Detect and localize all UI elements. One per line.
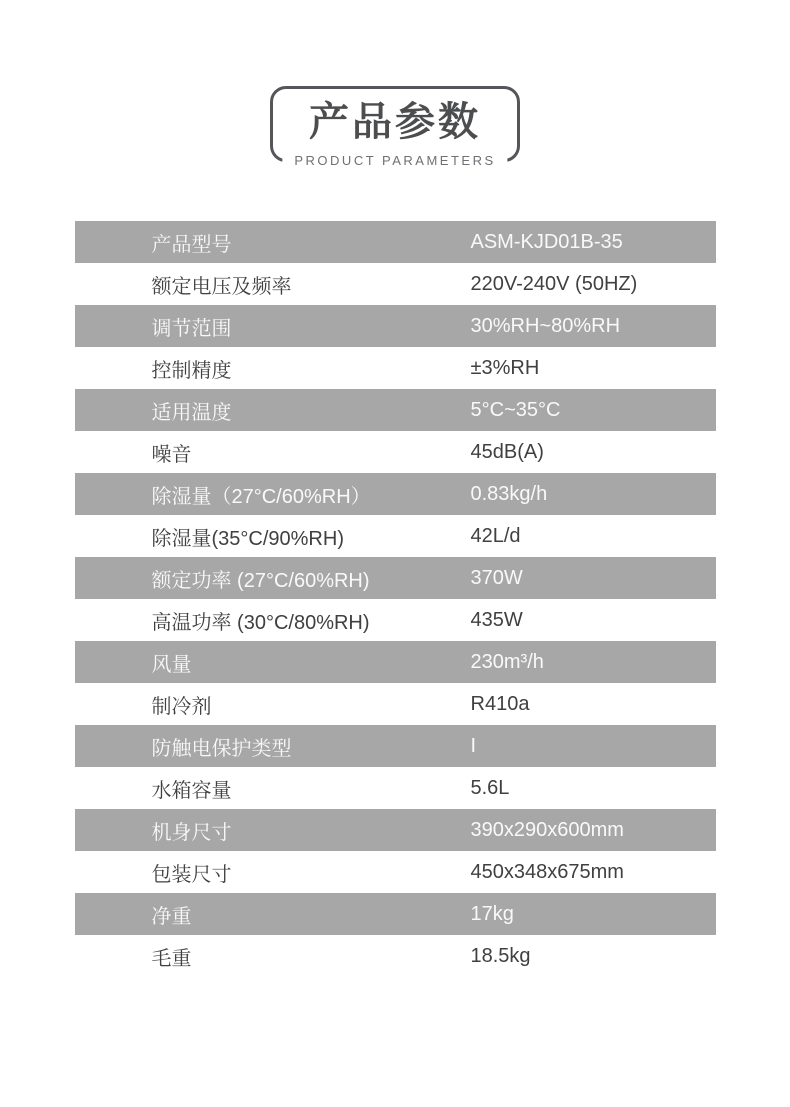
parameter-label: 额定功率 (27°C/60%RH) bbox=[151, 569, 370, 592]
parameter-label: 适用温度 bbox=[151, 401, 232, 424]
table-row bbox=[75, 893, 716, 935]
parameter-label: 除湿量(35°C/90%RH) bbox=[151, 527, 344, 550]
parameter-label: 产品型号 bbox=[151, 233, 232, 256]
parameter-label: 额定电压及频率 bbox=[151, 275, 292, 298]
table-row bbox=[75, 221, 716, 263]
parameter-value: ±3%RH bbox=[470, 356, 540, 379]
parameter-value: 230m³/h bbox=[470, 650, 544, 673]
parameter-label: 毛重 bbox=[151, 947, 192, 970]
parameter-label: 机身尺寸 bbox=[151, 821, 232, 844]
parameter-value: 18.5kg bbox=[470, 944, 531, 967]
parameter-value: 45dB(A) bbox=[470, 440, 544, 463]
parameter-value: 30%RH~80%RH bbox=[470, 314, 621, 337]
parameter-value: R410a bbox=[470, 692, 530, 715]
table-row bbox=[75, 347, 716, 389]
parameter-label: 制冷剂 bbox=[151, 695, 212, 718]
table-row bbox=[75, 263, 716, 305]
table-row bbox=[75, 683, 716, 725]
table-row bbox=[75, 431, 716, 473]
parameter-label: 除湿量（27°C/60%RH） bbox=[151, 485, 371, 508]
parameter-label: 噪音 bbox=[151, 443, 192, 466]
table-row bbox=[75, 809, 716, 851]
page-subtitle: PRODUCT PARAMETERS bbox=[282, 152, 507, 169]
parameter-label: 调节范围 bbox=[151, 317, 232, 340]
parameter-value: 5.6L bbox=[470, 776, 510, 799]
parameter-value: ASM-KJD01B-35 bbox=[470, 230, 623, 253]
product-parameters-header bbox=[270, 86, 520, 168]
parameter-label: 包装尺寸 bbox=[151, 863, 232, 886]
table-row bbox=[75, 473, 716, 515]
parameter-value: 42L/d bbox=[470, 524, 521, 547]
parameter-value: I bbox=[470, 734, 477, 757]
parameter-value: 390x290x600mm bbox=[470, 818, 624, 841]
table-row bbox=[75, 305, 716, 347]
table-row bbox=[75, 935, 716, 977]
parameter-value: 435W bbox=[470, 608, 523, 631]
parameter-label: 水箱容量 bbox=[151, 779, 232, 802]
table-row bbox=[75, 641, 716, 683]
parameter-value: 220V-240V (50HZ) bbox=[470, 272, 638, 295]
parameter-label: 净重 bbox=[151, 905, 192, 928]
parameter-value: 5°C~35°C bbox=[470, 398, 561, 421]
parameter-label: 控制精度 bbox=[151, 359, 232, 382]
parameter-label: 高温功率 (30°C/80%RH) bbox=[151, 611, 370, 634]
parameter-label: 防触电保护类型 bbox=[151, 737, 292, 760]
table-row bbox=[75, 557, 716, 599]
table-row bbox=[75, 599, 716, 641]
table-row bbox=[75, 767, 716, 809]
product-parameters-table bbox=[75, 221, 716, 977]
parameter-value: 17kg bbox=[470, 902, 514, 925]
table-row bbox=[75, 515, 716, 557]
parameter-value: 0.83kg/h bbox=[470, 482, 548, 505]
parameter-value: 370W bbox=[470, 566, 523, 589]
table-row bbox=[75, 389, 716, 431]
table-row bbox=[75, 851, 716, 893]
page-title: 产品参数 bbox=[309, 100, 481, 144]
table-row bbox=[75, 725, 716, 767]
parameter-label: 风量 bbox=[151, 653, 192, 676]
parameter-value: 450x348x675mm bbox=[470, 860, 624, 883]
